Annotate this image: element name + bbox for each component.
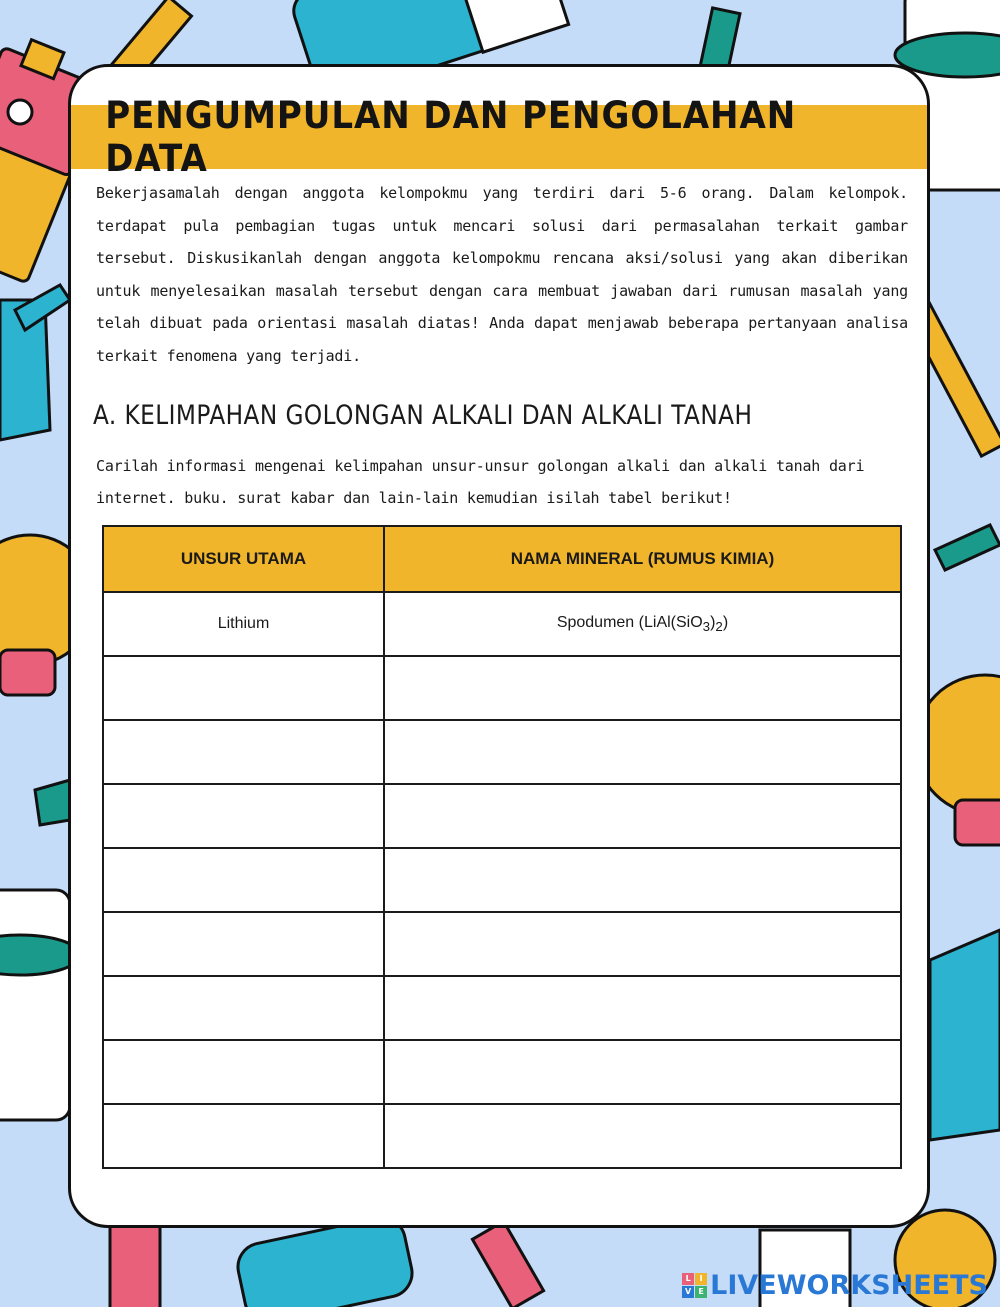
input-cell-element[interactable] [103,720,384,784]
header-element: UNSUR UTAMA [103,526,384,592]
input-cell-mineral[interactable] [384,912,901,976]
table-row [103,720,901,784]
formula-sub-3: 3 [702,619,711,635]
table-row [103,784,901,848]
table-row [103,656,901,720]
input-cell-mineral[interactable] [384,720,901,784]
worksheet-card [68,64,930,1228]
input-cell-element[interactable] [103,848,384,912]
input-cell-mineral[interactable] [384,848,901,912]
formula-prefix: (LiAl(SiO [638,613,703,631]
input-cell-mineral[interactable] [384,656,901,720]
input-cell-element[interactable] [103,912,384,976]
input-cell-element[interactable] [103,976,384,1040]
input-cell-element[interactable] [103,784,384,848]
table-header-row [103,526,901,592]
table-row [103,1104,901,1168]
section-instruction: Carilah informasi mengenai kelimpahan unsur-unsur golongan alkali dan alkali tanah dari internet. buku. surat kabar dan lain-lain kemudian isilah tabel berikut! [96,457,865,507]
cell-mineral [384,592,901,656]
table-row [103,848,901,912]
input-cell-mineral[interactable] [384,976,901,1040]
watermark-text: LIVEWORKSHEETS [710,1270,988,1301]
table-row [103,976,901,1040]
section-title: A. KELIMPAHAN GOLONGAN ALKALI DAN ALKALI TANAH [93,400,753,431]
liveworksheets-logo-icon: L I V E [682,1273,707,1298]
liveworksheets-watermark [682,1270,988,1301]
table-row [103,592,901,656]
table-row [103,1040,901,1104]
header-mineral: NAMA MINERAL (RUMUS KIMIA) [384,526,901,592]
glove-illustration [0,285,70,440]
mineral-name: Spodumen [556,613,635,631]
formula-mid: ) [710,613,716,631]
mineral-table [102,525,902,1169]
table-row [103,912,901,976]
page-title: PENGUMPULAN DAN PENGOLAHAN DATA [105,94,797,180]
input-cell-element[interactable] [103,656,384,720]
cell-element: Lithium [103,592,384,656]
formula-sub-2: 2 [715,619,723,635]
input-cell-element[interactable] [103,1040,384,1104]
intro-paragraph: Bekerjasamalah dengan anggota kelompokmu yang terdiri dari 5-6 orang. Dalam kelompok. terdapat pula pembagian tugas untuk mencari solusi dari permasalahan terkait gambar tersebut. Diskusikanlah dengan anggota kelompokmu rencana aksi/solusi yang akan diberikan untuk menyelesaikan masalah tersebut dengan cara membuat jawaban dari rumusan masalah yang telah dibuat pada orientasi masalah diatas! Anda dapat menjawab beberapa pertanyaan analisa terkait fenomena yang terjadi. [96,184,908,365]
formula-suffix: ) [722,613,729,631]
title-banner [71,94,927,180]
input-cell-mineral[interactable] [384,784,901,848]
input-cell-element[interactable] [103,1104,384,1168]
input-cell-mineral[interactable] [384,1040,901,1104]
input-cell-mineral[interactable] [384,1104,901,1168]
